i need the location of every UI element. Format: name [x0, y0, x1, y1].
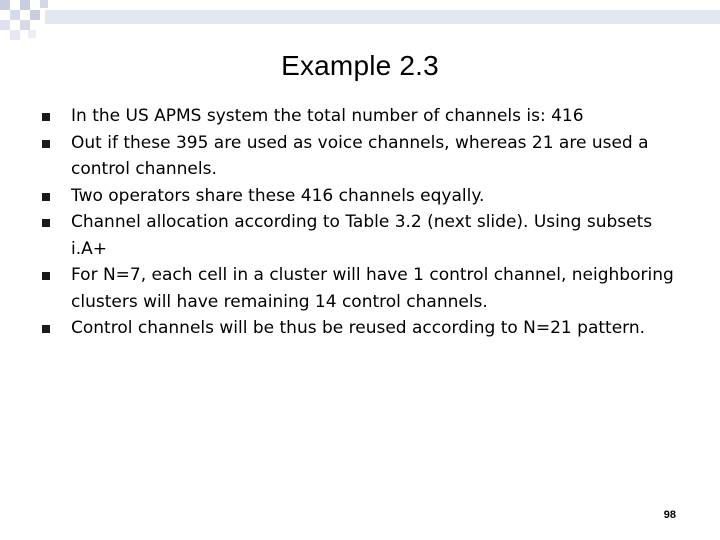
list-item — [42, 262, 682, 315]
slide-title-text: Example 2.3 — [281, 50, 439, 81]
square-bullet-icon — [42, 193, 50, 201]
square-bullet-icon — [42, 219, 50, 227]
checker-pattern-icon — [0, 0, 720, 48]
bullet-text: Control channels will be thus be reused according to N=21 pattern. — [71, 318, 646, 338]
bullet-text: In the US APMS system the total number of channels is: 416 — [71, 106, 584, 126]
list-item — [42, 183, 682, 210]
list-item — [42, 103, 682, 130]
list-item — [42, 209, 682, 262]
bullet-text: For N=7, each cell in a cluster will have 1 control channel, neighboring clusters will have remaining 14 control channels. — [71, 265, 674, 312]
bullet-text: Channel allocation according to Table 3.2 (next slide). Using subsets i.A+ — [71, 212, 653, 259]
decorative-header-band — [0, 0, 720, 48]
bullet-text: Out if these 395 are used as voice channels, whereas 21 are used a control channels. — [71, 132, 649, 179]
bullet-text: Two operators share these 416 channels eqyally. — [71, 185, 485, 206]
slide-title — [0, 50, 720, 82]
list-item — [42, 130, 682, 183]
square-bullet-icon — [42, 272, 50, 280]
page-number: 98 — [663, 509, 676, 521]
square-bullet-icon — [42, 140, 50, 148]
square-bullet-icon — [42, 113, 50, 121]
bullet-list — [42, 103, 682, 342]
square-bullet-icon — [42, 325, 50, 333]
list-item — [42, 315, 682, 342]
